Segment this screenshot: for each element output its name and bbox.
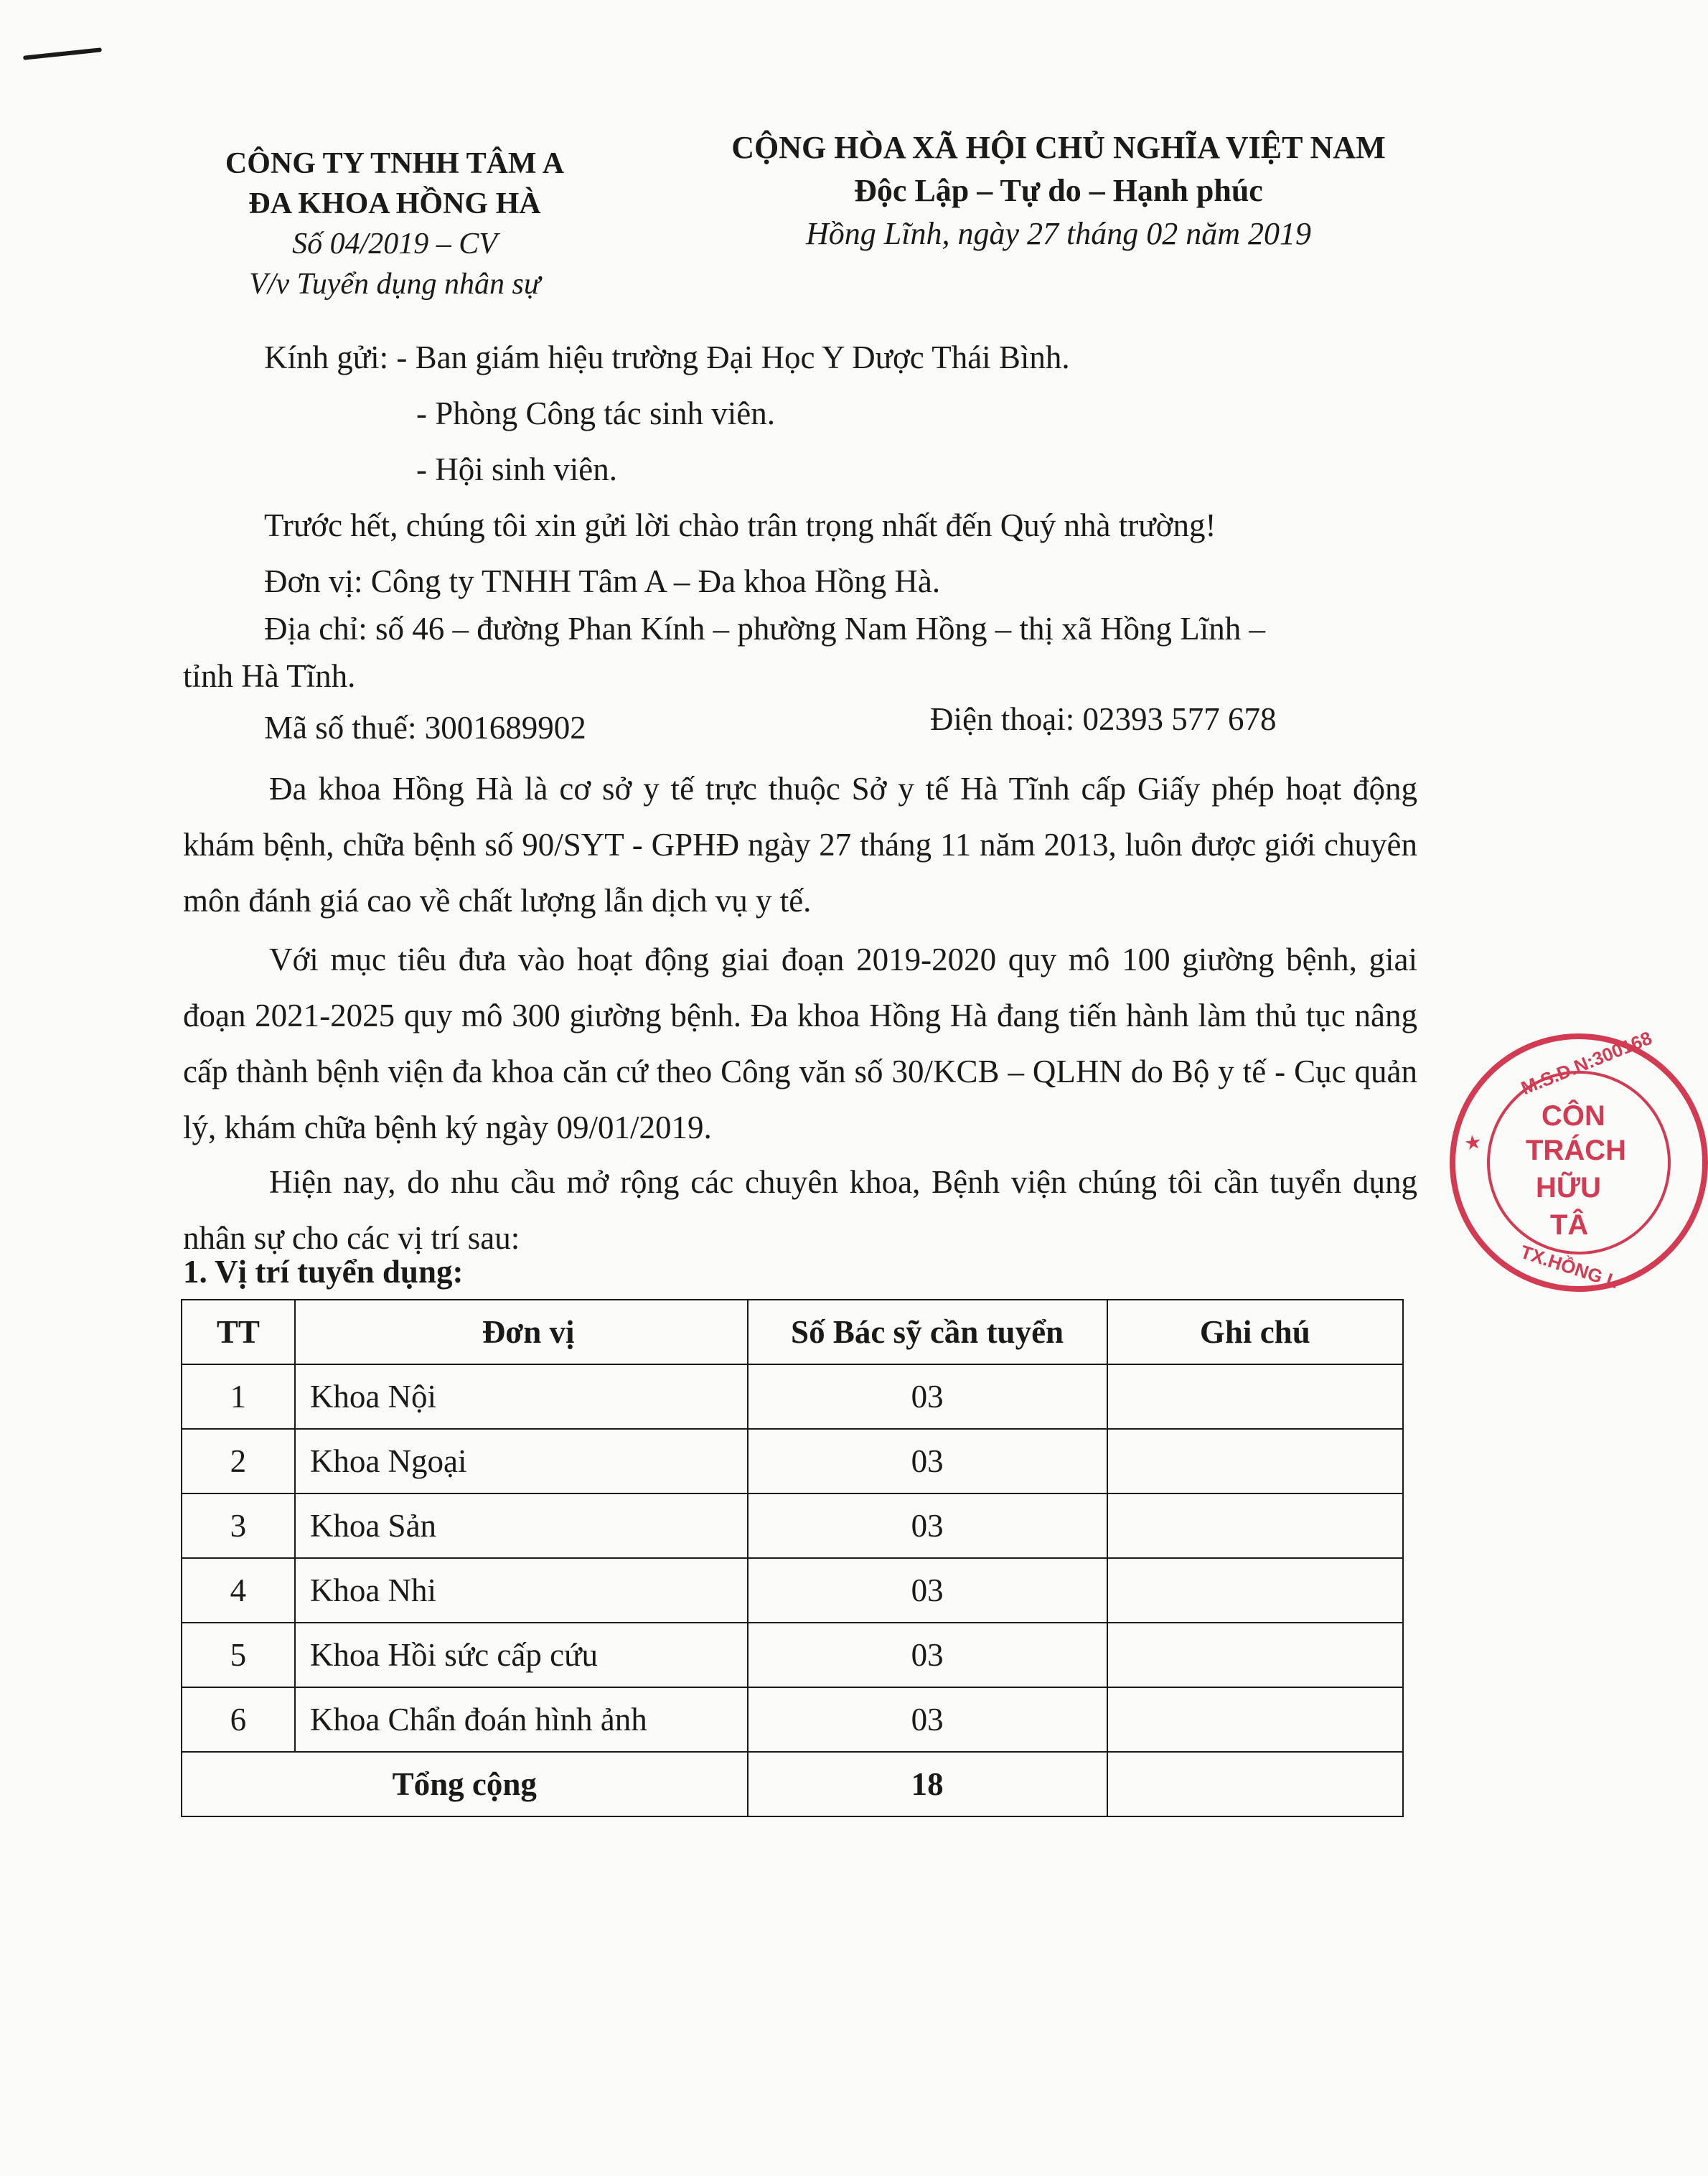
cell-unit: Khoa Hồi sức cấp cứu (295, 1623, 748, 1687)
header-count: Số Bác sỹ cần tuyển (748, 1300, 1107, 1364)
seal-line: TÂ (1550, 1209, 1589, 1241)
table-row (182, 1364, 1403, 1429)
header-note: Ghi chú (1107, 1300, 1403, 1364)
cell-unit: Khoa Chẩn đoán hình ảnh (295, 1687, 748, 1752)
cell-note (1107, 1493, 1403, 1558)
cell-tt: 4 (182, 1558, 295, 1623)
tax-code: Mã số thuế: 3001689902 (264, 710, 586, 746)
header-tt: TT (182, 1300, 295, 1364)
document-number: Số 04/2019 – CV (292, 228, 497, 261)
pen-mark (23, 47, 102, 60)
cell-tt: 6 (182, 1687, 295, 1752)
total-label: Tổng cộng (182, 1752, 748, 1816)
cell-tt: 5 (182, 1623, 295, 1687)
address-line-2: tỉnh Hà Tĩnh. (183, 658, 356, 694)
cell-note (1107, 1558, 1403, 1623)
total-note (1107, 1752, 1403, 1816)
document-subject: V/v Tuyển dụng nhân sự (249, 268, 540, 301)
seal-line: CÔN (1542, 1100, 1605, 1132)
recipient-item: - Ban giám hiệu trường Đại Học Y Dược Thái Bình. (396, 339, 1070, 375)
address-line-1: Địa chỉ: số 46 – đường Phan Kính – phường Nam Hồng – thị xã Hồng Lĩnh – (264, 611, 1266, 647)
recipients-line-1 (264, 336, 1070, 379)
table-row (182, 1429, 1403, 1493)
cell-note (1107, 1429, 1403, 1493)
table-row (182, 1493, 1403, 1558)
table-total-row (182, 1752, 1403, 1816)
section-title: 1. Vị trí tuyển dụng: (183, 1254, 464, 1290)
cell-tt: 2 (182, 1429, 295, 1493)
company-name-line1: CÔNG TY TNHH TÂM A (225, 147, 565, 180)
header-right (646, 126, 1471, 255)
greeting: Trước hết, chúng tôi xin gửi lời chào trân trọng nhất đến Quý nhà trường! (264, 507, 1216, 543)
cell-note (1107, 1623, 1403, 1687)
recipient-item: - Phòng Công tác sinh viên. (416, 395, 775, 431)
table-row (182, 1623, 1403, 1687)
paragraph-goal: Với mục tiêu đưa vào hoạt động giai đoạn 2019-2020 quy mô 100 giường bệnh, giai đoạn 2021-2025 quy mô 300 giường bệnh. Đa khoa Hồng Hà đang tiến hành làm thủ tục nâng cấp thành bệnh viện đa khoa căn cứ theo Công văn số 30/KCB – QLHN do Bộ y tế - Cục quản lý, khám chữa bệnh ký ngày 09/01/2019. (183, 942, 1417, 1145)
cell-unit: Khoa Sản (295, 1493, 748, 1558)
seal-line: HỮU (1536, 1172, 1601, 1204)
cell-tt: 1 (182, 1364, 295, 1429)
motto: Độc Lập – Tự do – Hạnh phúc (854, 173, 1263, 208)
positions-table (181, 1299, 1404, 1817)
seal-line: TRÁCH (1526, 1135, 1626, 1166)
cell-unit: Khoa Nội (295, 1364, 748, 1429)
cell-count: 03 (748, 1623, 1107, 1687)
cell-count: 03 (748, 1429, 1107, 1493)
seal-side-mark: ★ (1462, 1133, 1484, 1153)
header-left (172, 144, 617, 304)
paragraph-intro: Đa khoa Hồng Hà là cơ sở y tế trực thuộc Sở y tế Hà Tĩnh cấp Giấy phép hoạt động khám bệnh, chữa bệnh số 90/SYT - GPHĐ ngày 27 tháng 11 năm 2013, luôn được giới chuyên môn đánh giá cao về chất lượng lẫn dịch vụ y tế. (183, 771, 1417, 919)
cell-count: 03 (748, 1364, 1107, 1429)
recipient-item: - Hội sinh viên. (416, 451, 617, 487)
seal-bottom-text: TX.HỒNG L (1517, 1240, 1621, 1293)
table-row (182, 1558, 1403, 1623)
header-unit: Đơn vị (295, 1300, 748, 1364)
cell-count: 03 (748, 1558, 1107, 1623)
recipients-label: Kính gửi: (264, 339, 389, 375)
table-row (182, 1687, 1403, 1752)
cell-tt: 3 (182, 1493, 295, 1558)
total-value: 18 (748, 1752, 1107, 1816)
cell-count: 03 (748, 1687, 1107, 1752)
cell-unit: Khoa Ngoại (295, 1429, 748, 1493)
phone: Điện thoại: 02393 577 678 (930, 701, 1277, 737)
cell-count: 03 (748, 1493, 1107, 1558)
company-name-line2: ĐA KHOA HỒNG HÀ (248, 187, 541, 220)
cell-unit: Khoa Nhi (295, 1558, 748, 1623)
table-header-row (182, 1300, 1403, 1364)
seal-code: M.S.D.N:300168 (1518, 1026, 1656, 1099)
cell-note (1107, 1364, 1403, 1429)
unit-line: Đơn vị: Công ty TNHH Tâm A – Đa khoa Hồng Hà. (264, 563, 941, 599)
cell-note (1107, 1687, 1403, 1752)
company-seal (1450, 1026, 1708, 1293)
place-date: Hồng Lĩnh, ngày 27 tháng 02 năm 2019 (806, 216, 1311, 251)
nation-title: CỘNG HÒA XÃ HỘI CHỦ NGHĨA VIỆT NAM (731, 130, 1386, 165)
paragraph-need: Hiện nay, do nhu cầu mở rộng các chuyên khoa, Bệnh viện chúng tôi cần tuyển dụng nhân sự cho các vị trí sau: (183, 1164, 1417, 1256)
